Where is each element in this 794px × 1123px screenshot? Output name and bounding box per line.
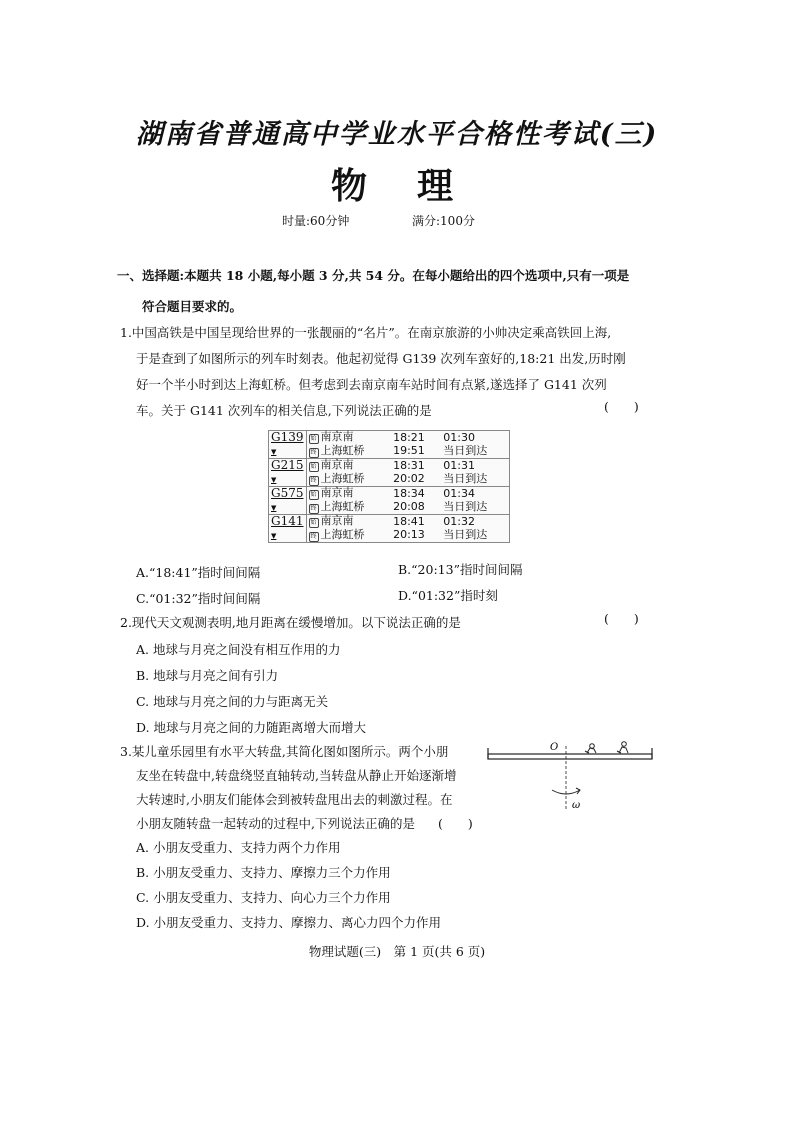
- departure-station: 南京南: [320, 486, 354, 500]
- axis-label-o: O: [550, 742, 559, 753]
- q3-line3: 大转速时,小朋友们能体会到被转盘甩出去的刺激过程。在: [136, 792, 453, 807]
- duration: 01:31: [441, 459, 509, 473]
- child-figure-icon: [617, 742, 628, 753]
- departure-station: 南京南: [320, 458, 354, 472]
- q1-line2: 于是查到了如图所示的列车时刻表。他起初觉得 G139 次列车蛮好的,18:21 出发,历时刚: [136, 351, 626, 366]
- end-station-icon: 终: [310, 532, 317, 540]
- departure-time: 18:21: [393, 430, 425, 444]
- train-number: G141 ▼: [269, 515, 307, 543]
- departure-station: 南京南: [320, 514, 354, 528]
- turntable-diagram: [486, 738, 656, 813]
- q3-option-a: A. 小朋友受重力、支持力两个力作用: [136, 840, 341, 855]
- section-heading: 一、选择题:本题共 18 小题,每小题 3 分,共 54 分。在每小题给出的四个选项中,只有一项是: [117, 268, 630, 283]
- end-station-icon: 终: [310, 476, 317, 484]
- duration: 01:30: [443, 430, 475, 444]
- q2-option-c: C. 地球与月亮之间的力与距离无关: [136, 694, 329, 709]
- start-station-icon: 始: [310, 519, 317, 527]
- q1-option-d: D.“01:32”指时刻: [398, 588, 498, 603]
- exam-title: 湖南省普通高中学业水平合格性考试(三): [135, 119, 659, 150]
- q3-option-d: D. 小朋友受重力、支持力、摩擦力、离心力四个力作用: [136, 915, 442, 930]
- train-number: G139 ▼: [269, 431, 307, 459]
- table-row: [269, 515, 510, 529]
- start-station-icon: 始: [310, 463, 317, 471]
- arrival-time: 20:02: [393, 472, 425, 485]
- page-footer: 物理试题(三) 第 1 页(共 6 页): [308, 944, 486, 959]
- omega-label: ω: [572, 800, 581, 811]
- q3-line2: 友坐在转盘中,转盘绕竖直轴转动,当转盘从静止开始逐渐增: [136, 768, 457, 783]
- departure-time: 18:31: [391, 459, 441, 473]
- start-station-icon: 始: [310, 435, 317, 443]
- departure-time: 18:34: [391, 487, 441, 501]
- table-row: [269, 431, 510, 445]
- section-heading-cont: 符合题目要求的。: [142, 299, 243, 314]
- arrival-station: 上海虹桥: [320, 471, 365, 485]
- q1-line4: 车。关于 G141 次列车的相关信息,下列说法正确的是: [136, 403, 432, 418]
- time-limit: 时量:60分钟: [282, 214, 350, 228]
- train-timetable: [268, 430, 510, 543]
- full-score: 满分:100分: [412, 214, 475, 228]
- q2-stem: 2.现代天文观测表明,地月距离在缓慢增加。以下说法正确的是: [120, 615, 461, 630]
- child-figure-icon: [585, 744, 596, 753]
- arrival-note: 当日到达: [443, 528, 488, 541]
- q2-answer-paren: ( ): [604, 611, 639, 626]
- end-station-icon: 终: [310, 504, 317, 512]
- arrival-time: 19:51: [393, 444, 425, 457]
- q1-line3: 好一个半小时到达上海虹桥。但考虑到去南京南车站时间有点紧,遂选择了 G141 次列: [136, 377, 607, 392]
- q1-answer-paren: ( ): [604, 399, 639, 414]
- subject-title: 物理: [330, 166, 503, 207]
- start-station-icon: 始: [310, 491, 317, 499]
- train-number: G215 ▼: [269, 459, 307, 487]
- turntable-disc: [488, 754, 652, 759]
- q3-line4: 小朋友随转盘一起转动的过程中,下列说法正确的是: [136, 816, 415, 831]
- end-station-icon: 终: [310, 448, 317, 456]
- table-row: [269, 459, 510, 473]
- duration: 01:34: [441, 487, 509, 501]
- q1-option-a: A.“18:41”指时间间隔: [136, 565, 261, 580]
- arrival-station: 上海虹桥: [320, 443, 365, 457]
- departure-station: 南京南: [320, 430, 354, 444]
- train-number: G575 ▼: [269, 487, 307, 515]
- q3-answer-paren: ( ): [438, 816, 473, 831]
- arrival-station: 上海虹桥: [320, 527, 365, 541]
- arrival-time: 20:13: [393, 528, 425, 541]
- q1-option-b: B.“20:13”指时间间隔: [398, 562, 523, 577]
- arrival-station: 上海虹桥: [320, 499, 365, 513]
- arrival-note: 当日到达: [443, 500, 488, 513]
- q3-option-c: C. 小朋友受重力、支持力、向心力三个力作用: [136, 890, 391, 905]
- arrival-note: 当日到达: [443, 444, 488, 457]
- duration: 01:32: [441, 515, 509, 529]
- q3-option-b: B. 小朋友受重力、支持力、摩擦力三个力作用: [136, 865, 391, 880]
- q2-option-d: D. 地球与月亮之间的力随距离增大而增大: [136, 720, 367, 735]
- q2-option-b: B. 地球与月亮之间有引力: [136, 668, 279, 683]
- table-row: [269, 487, 510, 501]
- q1-line1: 1.中国高铁是中国呈现给世界的一张靓丽的“名片”。在南京旅游的小帅决定乘高铁回上海,: [120, 325, 612, 340]
- arrival-note: 当日到达: [443, 472, 488, 485]
- arrival-time: 20:08: [393, 500, 425, 513]
- departure-time: 18:41: [391, 515, 441, 529]
- q1-option-c: C.“01:32”指时间间隔: [136, 591, 261, 606]
- q3-line1: 3.某儿童乐园里有水平大转盘,其简化图如图所示。两个小朋: [120, 744, 449, 759]
- q2-option-a: A. 地球与月亮之间没有相互作用的力: [136, 642, 341, 657]
